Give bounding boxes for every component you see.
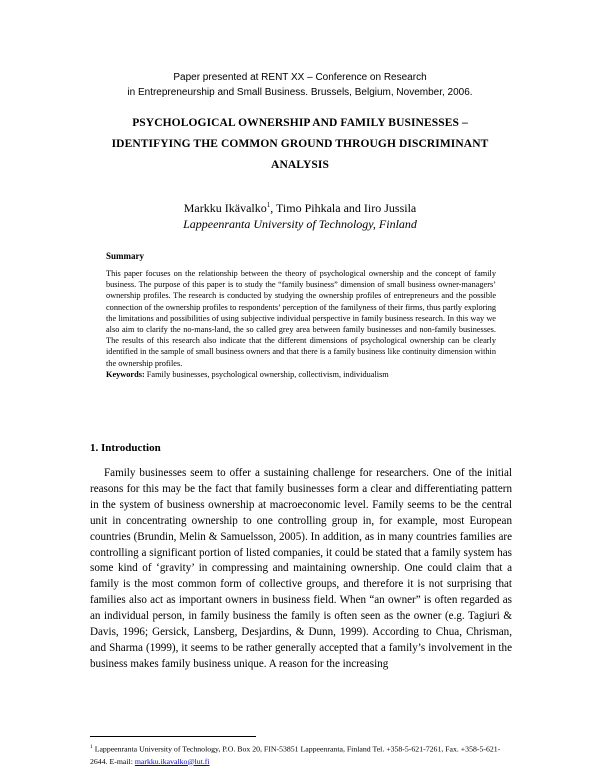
summary-heading: Summary <box>106 251 144 261</box>
footnote-divider <box>90 736 256 737</box>
conference-note <box>0 70 600 100</box>
intro-paragraph: Family businesses seem to offer a sustaining challenge for researchers. One of the initial reasons for this may be the fact that family businesses form a clear and differentiating pattern in the system of business ownership at macroeconomic level. Family seems to be the central unit in concentrating ownership to one controlling group in, for example, most European countries (Brundin, Melin & Samuelsson, 2005). In addition, as in many countries families are controlling a significant portion of listed companies, it could be stated that a family system has some kind of ‘gravity’ in compressing and maintaining ownership. One could claim that a family is the most common form of collective groups, and therefore it is not surprising that families also act as important owners in business field. When “an owner” is often regarded as an individual person, in family business the family is often seen as the owner (e.g. Tagiuri & Davis, 1996; Gersick, Lansberg, Desjardins, & Dunn, 1999). According to Chua, Chrisman, and Sharma (1999), it seems to be rather generally accepted that a family’s involvement in the business makes family business unique. A reason for the increasing <box>90 467 512 670</box>
title-line-1: PSYCHOLOGICAL OWNERSHIP AND FAMILY BUSINESSES – <box>132 117 468 129</box>
keywords-text: Family businesses, psychological ownership, collectivism, individualism <box>144 370 389 379</box>
other-authors: , Timo Pihkala and Iiro Jussila <box>270 201 417 215</box>
conference-note-line-1: Paper presented at RENT XX – Conference on Research <box>173 72 427 83</box>
footnote-mark: 1 <box>90 744 93 750</box>
affiliation: Lappeenranta University of Technology, Finland <box>183 217 417 231</box>
footnote-text: Lappeenranta University of Technology, P.O. Box 20, FIN-53851 Lappeenranta, Finland Tel. +358-5-621-7261, Fax. +358-5-621-2644. E-mail: <box>90 744 501 766</box>
keywords <box>106 369 506 380</box>
title-line-3: ANALYSIS <box>271 159 329 171</box>
keywords-label: Keywords: <box>106 370 145 379</box>
author-block <box>0 197 600 232</box>
author-footnote-mark: 1 <box>266 201 271 209</box>
footnote-email-link[interactable]: markku.ikavalko@lut.fi <box>134 756 210 766</box>
conference-note-line-2: in Entrepreneurship and Small Business. Brussels, Belgium, November, 2006. <box>127 87 473 98</box>
footnote <box>90 741 510 768</box>
paper-title <box>80 113 520 176</box>
first-author: Markku Ikävalko <box>183 201 267 215</box>
title-line-2: IDENTIFYING THE COMMON GROUND THROUGH DISCRIMINANT <box>111 138 489 150</box>
section-heading: 1. Introduction <box>90 442 161 454</box>
summary-text: This paper focuses on the relationship between the theory of psychological ownership and the concept of family business. The purpose of this paper is to study the “family business” dimension of small business owner-managers’ ownership profiles. The research is conducted by studying the ownership profiles of entrepreneurs and the possible connection of the ownership profiles to respondents’ perception of the familyness of their firms, thus partly exploring the limitations and possibilities of using subjective individual perspective in family business research. In this way we also aim to clarify the no-mans-land, the so called grey area between family businesses and non-family businesses. The results of this research also indicate that the different dimensions of psychological ownership can be clearly identified in the sample of small business owners and that there is a family business like continuity dimension within the ownership profiles. <box>106 269 496 368</box>
